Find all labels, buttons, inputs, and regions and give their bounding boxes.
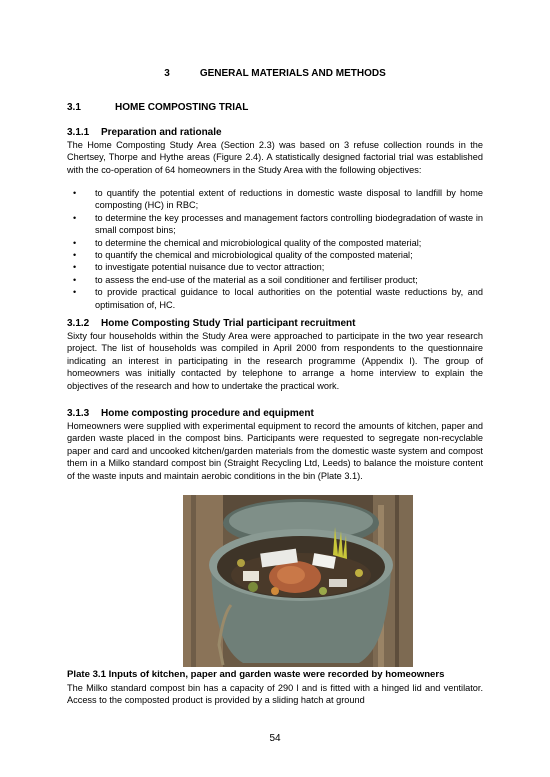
list-item: • to quantify the potential extent of reductions in domestic waste disposal to landfill by home composting (HC) in RBC; (67, 187, 483, 212)
list-item: • to determine the key processes and management factors controlling biodegradation of waste in small compost bins; (67, 212, 483, 237)
list-item: • to determine the chemical and microbiological quality of the composted material; (67, 237, 483, 249)
subsection-heading-recruitment (67, 318, 355, 329)
plate-caption: Plate 3.1 Inputs of kitchen, paper and garden waste were recorded by homeowners (67, 669, 445, 680)
subsection-title: Home composting procedure and equipment (101, 408, 314, 419)
subsection-heading-procedure (67, 408, 314, 419)
subsection-number: 3.1.1 (67, 127, 90, 138)
objectives-list (67, 187, 483, 311)
subsection-title: Home Composting Study Trial participant recruitment (101, 318, 356, 329)
paragraph-procedure: Homeowners were supplied with experimental equipment to record the amounts of kitchen, paper and garden waste placed in the compost bins. Participants were requested to segregate non-recyclable paper and card and uncooked kitchen/garden materials from the domestic waste system and compost them in a Milko standard compost bin (Straight Recycling Ltd, Leeds) to balance the moisture content of the waste inputs and maintain aerobic conditions in the bin (Plate 3.1). (67, 421, 483, 481)
chapter-title: GENERAL MATERIALS AND METHODS (199, 68, 386, 79)
list-item: • to assess the end-use of the material as a soil conditioner and fertiliser product; (67, 274, 483, 286)
section-title: HOME COMPOSTING TRIAL (115, 102, 249, 113)
paragraph-recruitment: Sixty four households within the Study Area were approached to participate in the two year research project. The list of households was compiled in April 2000 from respondents to the questionnaire indicating an interest in participating in the research programme (Appendix I). The group of homeowners was initially contacted by telephone to arrange a home interview to explain the objectives of the research and how to undertake the practical work. (67, 331, 483, 391)
paragraph-preparation: The Home Composting Study Area (Section 2.3) was based on 3 refuse collection rounds in the Chertsey, Thorpe and Hythe areas (Figure 2.4). A statistically designed factorial trial was established with the co-operation of 64 homeowners in the Study Area with the following objectives: (67, 140, 483, 175)
list-item: • to provide practical guidance to local authorities on the potential waste reductions by, and optimisation of, HC. (67, 286, 483, 311)
section-heading (67, 102, 248, 113)
page-number: 54 (269, 733, 281, 744)
subsection-number: 3.1.3 (67, 408, 90, 419)
subsection-number: 3.1.2 (67, 318, 90, 329)
chapter-heading (0, 68, 550, 79)
list-item: • to quantify the chemical and microbiological quality of the composted material; (67, 249, 483, 261)
compost-bin-photo (183, 495, 413, 667)
section-number: 3.1 (67, 102, 81, 113)
subsection-title: Preparation and rationale (101, 127, 222, 138)
paragraph-bin-description: The Milko standard compost bin has a capacity of 290 l and is fitted with a hinged lid and ventilator. Access to the composted product is provided by a sliding hatch at ground (67, 683, 483, 706)
list-item: • to investigate potential nuisance due to vector attraction; (67, 261, 483, 273)
chapter-number: 3 (164, 68, 170, 79)
subsection-heading-preparation (67, 127, 222, 138)
